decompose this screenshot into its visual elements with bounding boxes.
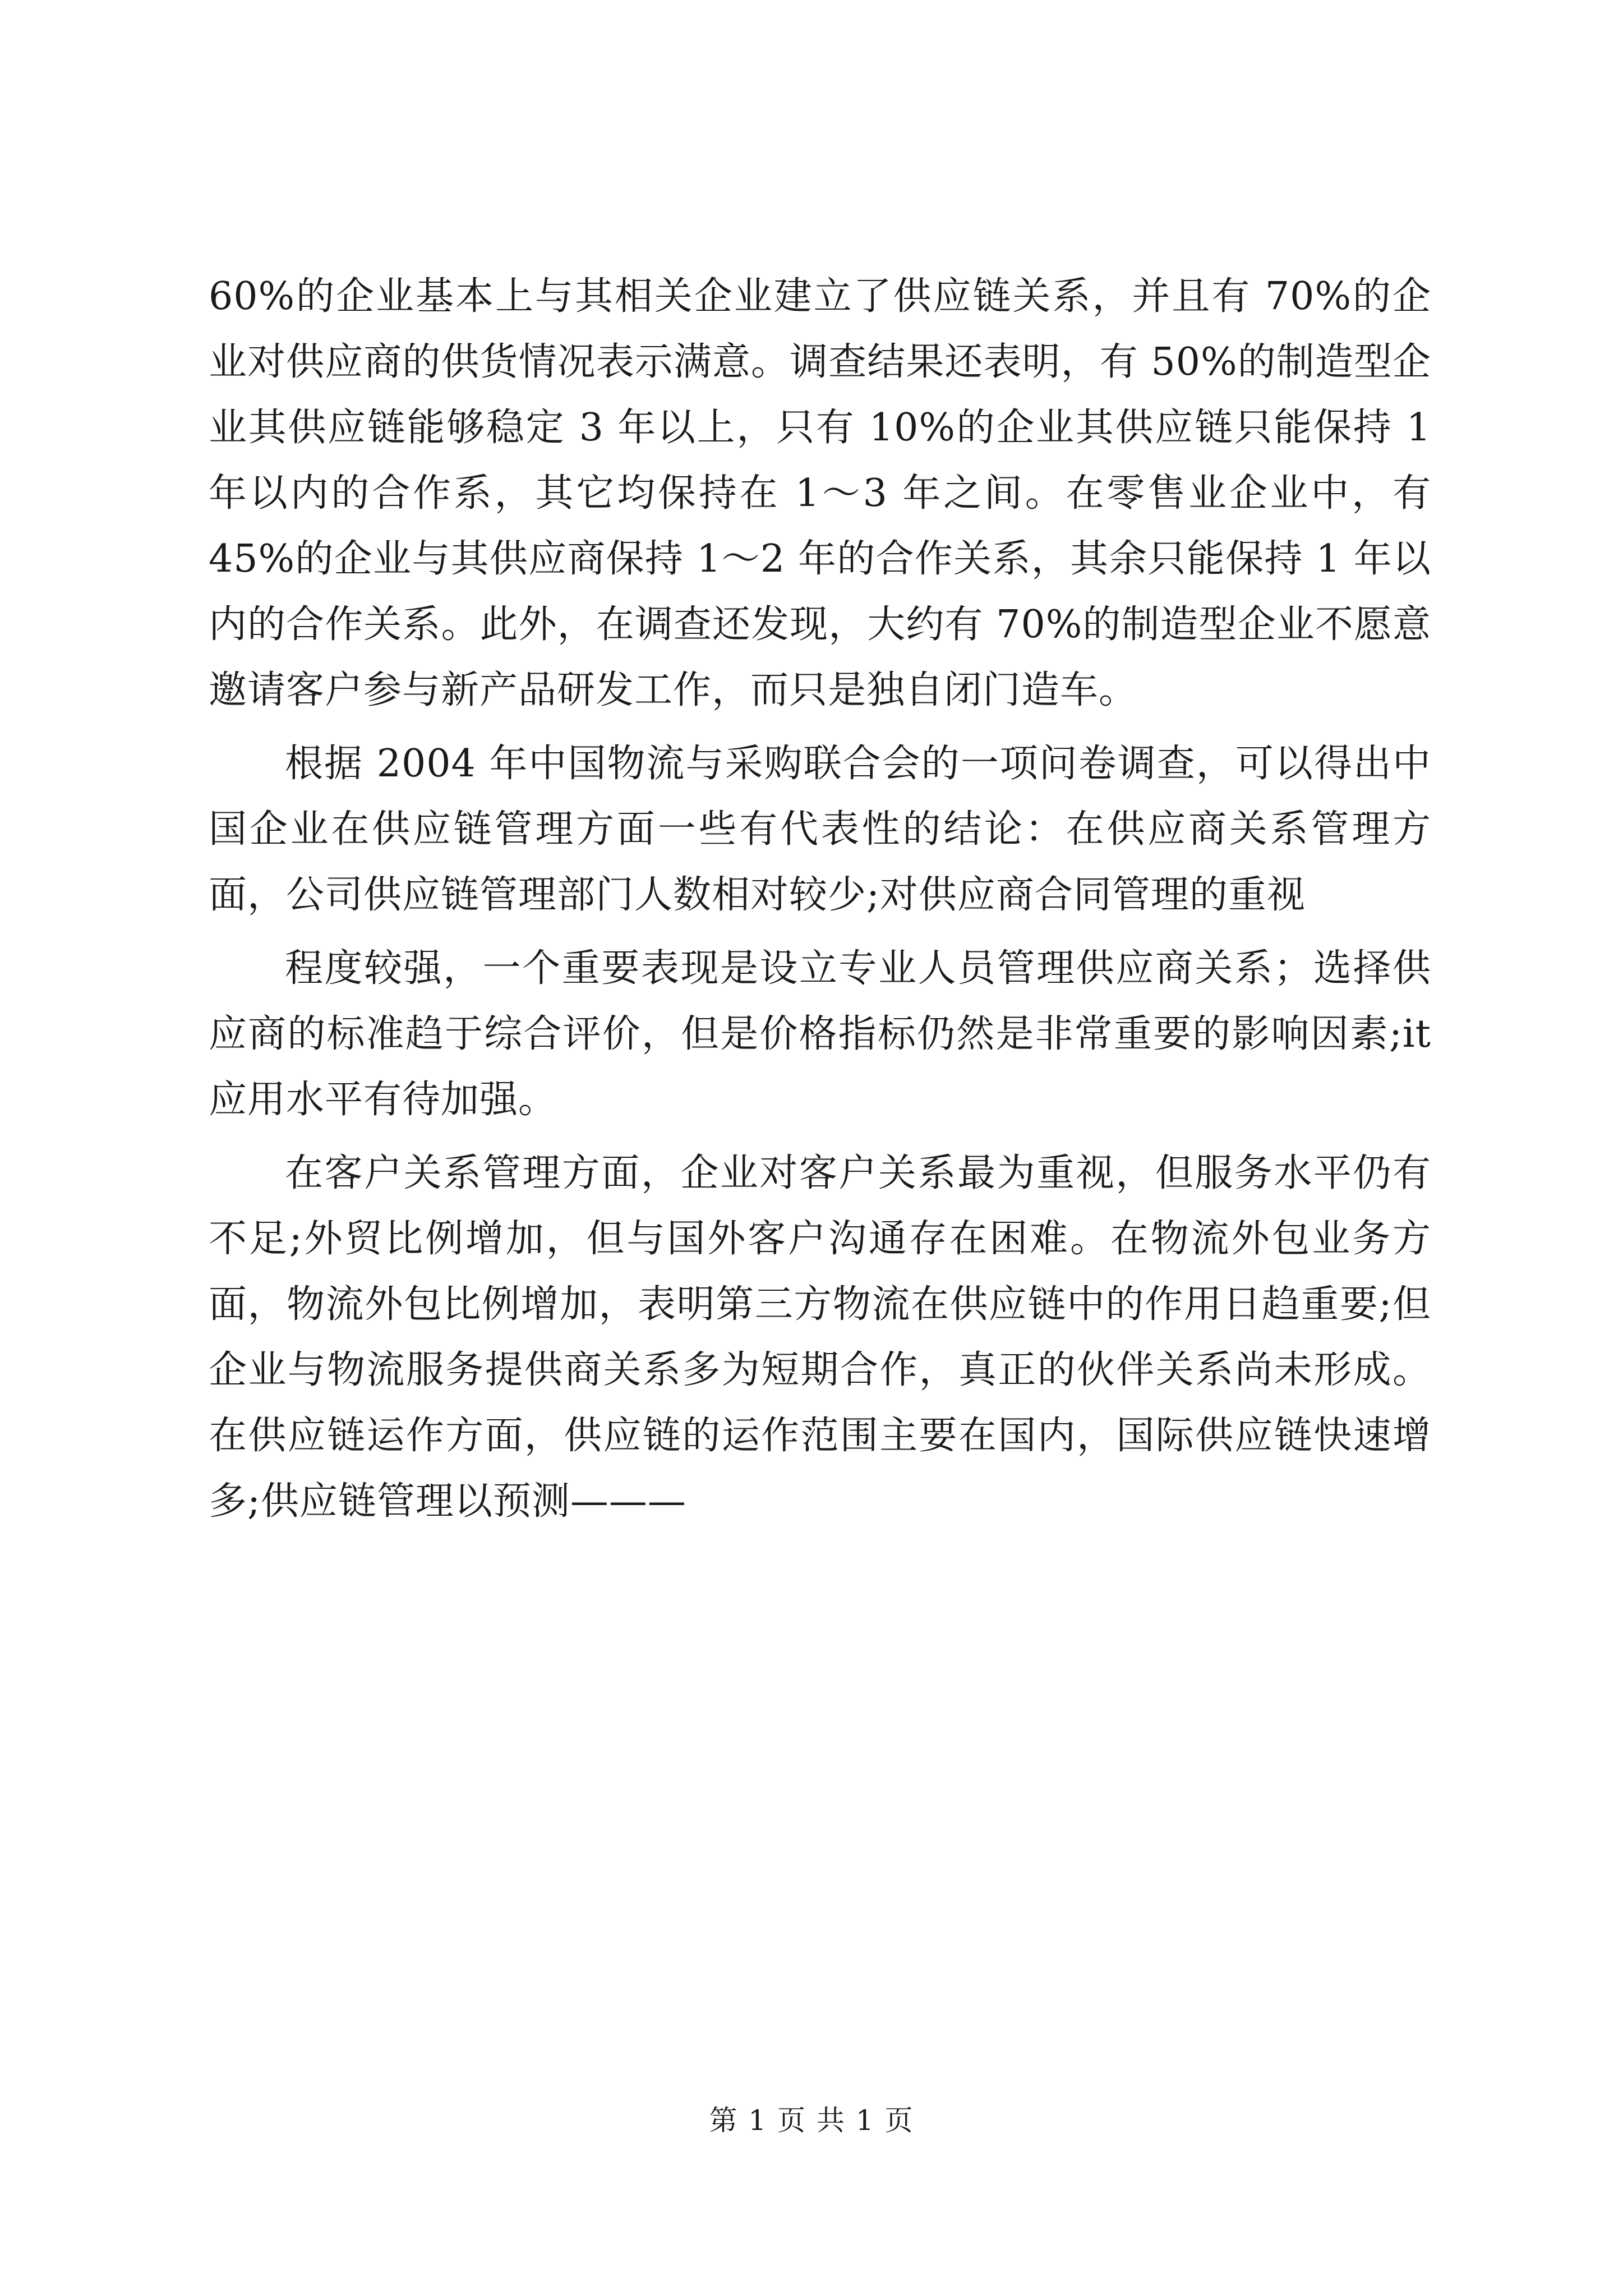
paragraph-4: 在客户关系管理方面，企业对客户关系最为重视，但服务水平仍有不足;外贸比例增加，但与国外客户沟通存在困难。在物流外包业务方面，物流外包比例增加，表明第三方物流在供应链中的作用日趋重要;但企业与物流服务提供商关系多为短期合作，真正的伙伴关系尚未形成。在供应链运作方面，供应链的运作范围主要在国内，国际供应链快速增多;供应链管理以预测——— [209, 1151, 1431, 1524]
paragraph-1: 60%的企业基本上与其相关企业建立了供应链关系，并且有 70%的企业对供应商的供货情况表示满意。调查结果还表明，有 50%的制造型企业其供应链能够稳定 3 年以上，只有 10%的企业其供应链只能保持 1 年以内的合作系，其它均保持在 1～3 年之间。在零售业企业中，有 45%的企业与其供应商保持 1～2 年的合作关系，其余只能保持 1 年以内的合作关系。此外，在调查还发现，大约有 70%的制造型企业不愿意邀请客户参与新产品研发工作，而只是独自闭门造车。 [209, 274, 1431, 712]
page-footer [0, 2098, 1623, 2138]
paragraph-3: 程度较强，一个重要表现是设立专业人员管理供应商关系；选择供应商的标准趋于综合评价，但是价格指标仍然是非常重要的影响因素;it 应用水平有待加强。 [209, 946, 1431, 1122]
document-body [209, 264, 1431, 1534]
paragraph-2: 根据 2004 年中国物流与采购联合会的一项问卷调查，可以得出中国企业在供应链管理方面一些有代表性的结论：在供应商关系管理方面，公司供应链管理部门人数相对较少;对供应商合同管理的重视 [209, 742, 1431, 917]
page-number-label: 第 1 页 共 1 页 [709, 2104, 914, 2137]
